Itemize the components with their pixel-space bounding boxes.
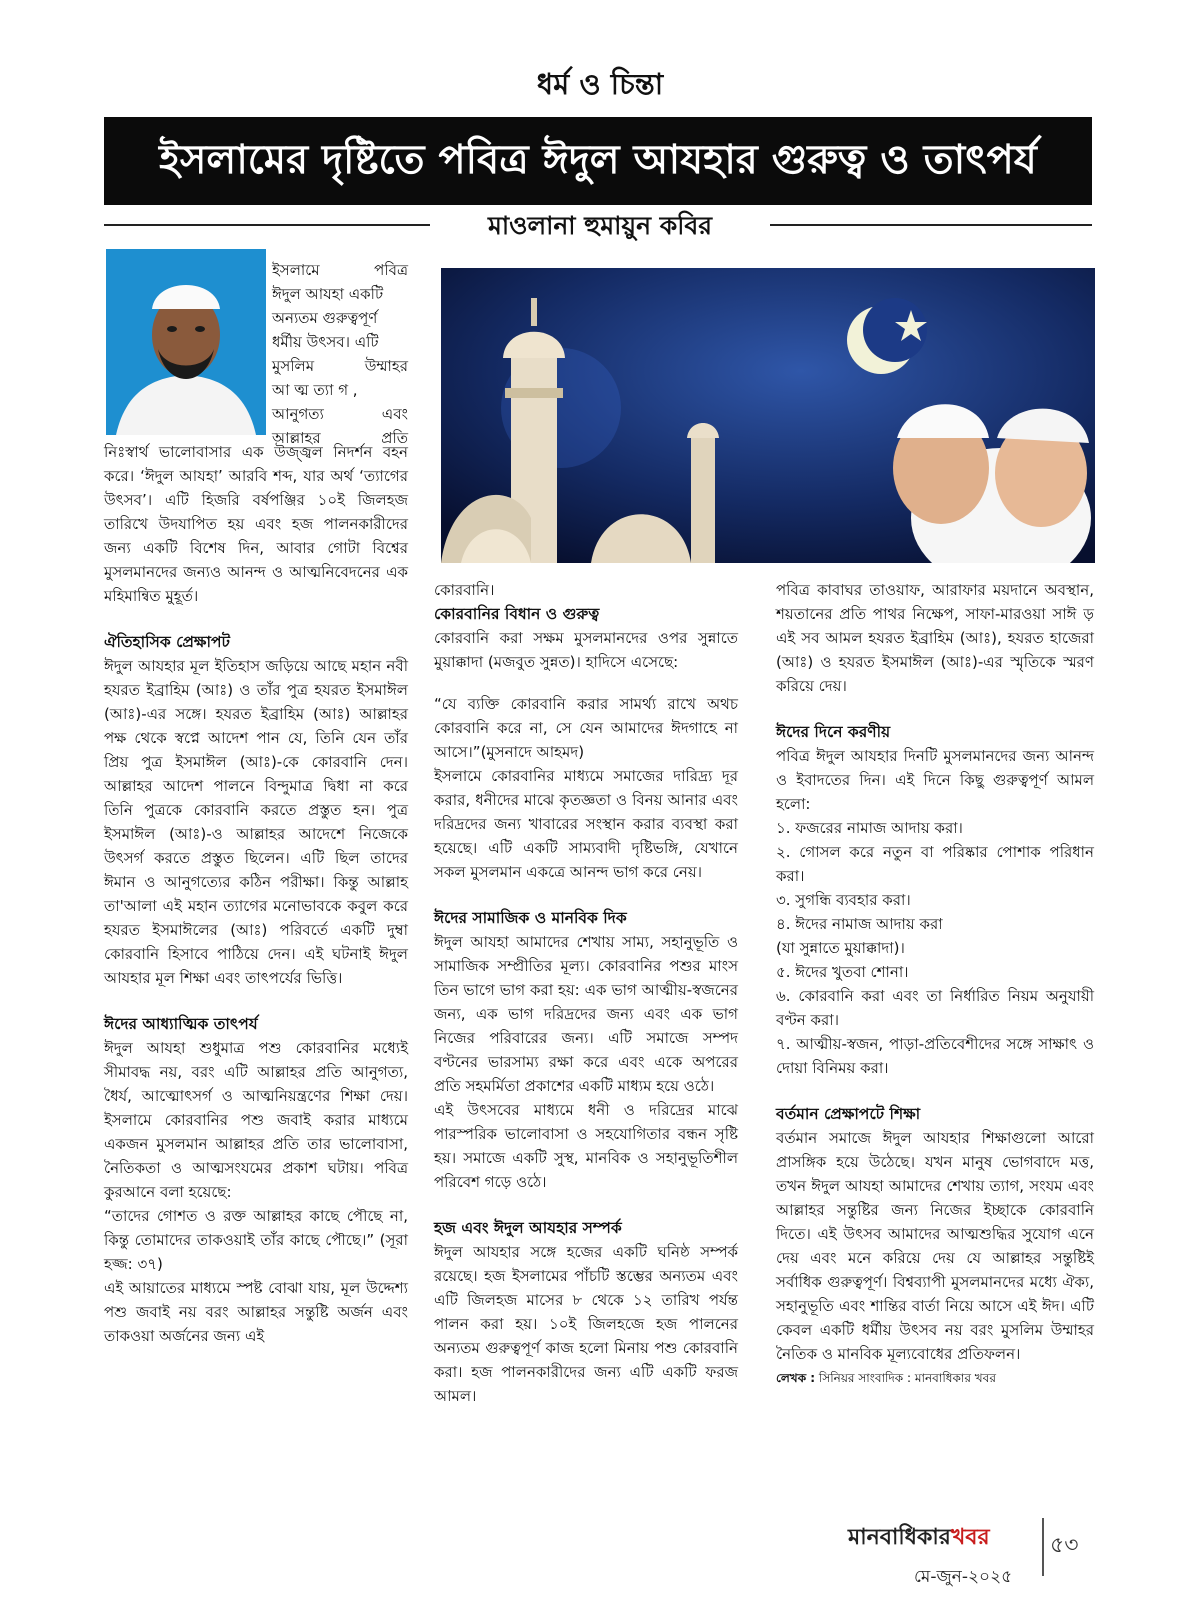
paragraph: বর্তমান সমাজে ঈদুল আযহার শিক্ষাগুলো আরো প্রাসঙ্গিক হয়ে উঠেছে। যখন মানুষ ভোগবাদে মত্ত, তখন ঈদুল আযহা আমাদের শেখায় ত্যাগ, সংযম এবং আল্লাহর সন্তুষ্টির জন্য নিজের ইচ্ছাকে কোরবানি দিতে। এই উৎসব আমাদের আত্মশুদ্ধির সুযোগ এনে দেয় এবং মনে করিয়ে দেয় যে আল্লাহর সন্তুষ্টিই সর্বাধিক গুরুত্বপূর্ণ। বিশ্বব্যাপী মুসলমানদের মধ্যে ঐক্য, সহানুভূতি এবং শান্তির বার্তা নিয়ে আসে এই ঈদ। এটি কেবল একটি ধর্মীয় উৎসব নয় বরং মুসলিম উম্মাহর নৈতিক ও মানবিক মূল্যবোধের প্রতিফলন। <box>776 1129 1094 1363</box>
intro-line: ধর্মীয় উৎসব। এটি <box>272 333 379 351</box>
paragraph: ঈদুল আযহা শুধুমাত্র পশু কোরবানির মধ্যেই সীমাবদ্ধ নয়, বরং এটি আল্লাহর প্রতি আনুগত্য, ধৈর্য, আত্মোৎসর্গ ও আত্মনিয়ন্ত্রণের শিক্ষা দেয়। ইসলামে কোরবানির পশু জবাই করার মাধ্যমে একজন মুসলমান আল্লাহর প্রতি তার ভালোবাসা, নৈতিকতা ও আত্মসংযমের প্রকাশ ঘটায়। পবিত্র কুরআনে বলা হয়েছে: <box>104 1039 408 1201</box>
list-item: ১. ফজরের নামাজ আদায় করা। <box>776 819 963 837</box>
issue-date: মে-জুন-২০২৫ <box>914 1567 1013 1587</box>
author-note <box>776 1366 1094 1390</box>
paragraph: পবিত্র ঈদুল আযহার দিনটি মুসলমানদের জন্য আনন্দ ও ইবাদতের দিন। এই দিনে কিছু গুরুত্বপূর্ণ আমল হলো: <box>776 747 1094 813</box>
intro-line: আ ত্ম ত্যা গ , <box>272 381 358 399</box>
paragraph: ঈদুল আযহা আমাদের শেখায় সাম্য, সহানুভূতি ও সামাজিক সম্প্রীতির মূল্য। কোরবানির পশুর মাংস তিন ভাগে ভাগ করা হয়: এক ভাগ আত্মীয়-স্বজনের জন্য, এক ভাগ দরিদ্রদের জন্য এবং এক ভাগ নিজের পরিবারের জন্য। এটি সমাজে সম্পদ বণ্টনের ভারসাম্য রক্ষা করে এবং একে অপরের প্রতি সহমর্মিতা প্রকাশের একটি মাধ্যম হয়ে ওঠে। <box>434 933 738 1095</box>
intro-line: ঈদুল আযহা একটি <box>272 285 384 303</box>
magazine-logo <box>848 1520 1028 1550</box>
intro-line: মুসলিম উম্মাহর <box>272 357 408 375</box>
byline-rule-left <box>104 224 434 226</box>
author-note-text: সিনিয়র সাংবাদিক : মানবাধিকার খবর <box>818 1371 996 1385</box>
list-item: (যা সুন্নাতে মুয়াক্কাদা)। <box>776 939 905 957</box>
page-number-divider <box>1042 1518 1044 1576</box>
intro-side-text <box>272 258 408 450</box>
page-number: ৫৩ <box>1050 1533 1079 1558</box>
section-heading: বর্তমান প্রেক্ষাপটে শিক্ষা <box>776 1105 921 1123</box>
logo-text: মানবাধিকার <box>848 1525 951 1550</box>
paragraph: ইসলামে কোরবানির মাধ্যমে সমাজের দারিদ্র্য দূর করার, ধনীদের মাঝে কৃতজ্ঞতা ও বিনয় আনার এবং দরিদ্রদের জন্য খাবারের সংস্থান করার ব্যবস্থা করা হয়েছে। এটি একটি সাম্যবাদী দৃষ্টিভঙ্গি, যেখানে সকল মুসলমান একত্রে আনন্দ ভাগ করে নেয়। <box>434 767 738 881</box>
paragraph: নিঃস্বার্থ ভালোবাসার এক উজ্জ্বল নিদর্শন বহন করে। ‘ঈদুল আযহা’ আরবি শব্দ, যার অর্থ ‘ত্যাগের উৎসব’। এটি হিজরি বর্ষপঞ্জির ১০ই জিলহজ তারিখে উদযাপিত হয় এবং হজ পালনকারীদের জন্য একটি বিশেষ দিন, আবার গোটা বিশ্বের মুসলমানদের জন্যও আনন্দ ও আত্মনিবেদনের এক মহিমান্বিত মুহূর্ত। <box>104 443 408 605</box>
portrait-illustration <box>106 249 266 435</box>
paragraph: এই উৎসবের মাধ্যমে ধনী ও দরিদ্রের মাঝে পারস্পরিক ভালোবাসা ও সহযোগিতার বন্ধন সৃষ্টি হয়। সমাজে একটি সুস্থ, মানবিক ও সহানুভূতিশীল পরিবেশ গড়ে ওঠে। <box>434 1101 738 1191</box>
list-item: ৩. সুগন্ধি ব্যবহার করা। <box>776 891 911 909</box>
section-heading: ঈদের আধ্যাত্মিক তাৎপর্য <box>104 1015 258 1033</box>
author-portrait <box>106 249 266 435</box>
intro-line: আল্লাহর প্রতি <box>272 429 408 447</box>
byline-rule-right <box>766 224 1092 226</box>
list-item: ৬. কোরবানি করা এবং তা নির্ধারিত নিয়ম অনুযায়ী বণ্টন করা। <box>776 987 1094 1029</box>
section-heading: ঈদের সামাজিক ও মানবিক দিক <box>434 909 627 927</box>
column-2 <box>434 578 738 1408</box>
section-heading: ঐতিহাসিক প্রেক্ষাপট <box>104 633 230 651</box>
list-item: ৭. আত্মীয়-স্বজন, পাড়া-প্রতিবেশীদের সঙ্গে সাক্ষাৎ ও দোয়া বিনিময় করা। <box>776 1035 1094 1077</box>
author-note-label: লেখক : <box>776 1371 816 1385</box>
section-heading: কোরবানির বিধান ও গুরুত্ব <box>434 605 600 623</box>
paragraph: ঈদুল আযহার সঙ্গে হজের একটি ঘনিষ্ঠ সম্পর্ক রয়েছে। হজ ইসলামের পাঁচটি স্তম্ভের অন্যতম এবং এটি জিলহজ মাসের ৮ থেকে ১২ তারিখ পর্যন্ত পালন করা হয়। ১০ই জিলহজে হজ পালনের অন্যতম গুরুত্বপূর্ণ কাজ হলো মিনায় পশু কোরবানি করা। হজ পালনকারীদের জন্য এটি একটি ফরজ আমল। <box>434 1243 738 1405</box>
intro-line: আনুগত্য এবং <box>272 405 408 423</box>
quote: “তাদের গোশত ও রক্ত আল্লাহর কাছে পৌছে না, কিন্তু তোমাদের তাকওয়াই তাঁর কাছে পৌছে।” (সূরা হজ্জ: ৩৭) <box>104 1207 408 1273</box>
list-item: ৫. ঈদের খুতবা শোনা। <box>776 963 909 981</box>
column-3 <box>776 578 1094 1390</box>
list-item: ৪. ঈদের নামাজ আদায় করা <box>776 915 943 933</box>
author-byline: মাওলানা হুমায়ুন কবির <box>430 206 770 249</box>
logo-accent-text: খবর <box>950 1525 990 1550</box>
section-label: ধর্ম ও চিন্তা <box>536 67 664 101</box>
paragraph: পবিত্র কাবাঘর তাওয়াফ, আরাফার ময়দানে অবস্থান, শয়তানের প্রতি পাথর নিক্ষেপ, সাফা-মারওয়া সাঈ ড় এই সব আমল হযরত ইব্রাহিম (আঃ), হযরত হাজেরা (আঃ) ও হযরত ইসমাঈল (আঃ)-এর স্মৃতিকে স্মরণ করিয়ে দেয়। <box>776 581 1094 695</box>
paragraph: কোরবানি। <box>434 581 495 599</box>
paragraph: কোরবানি করা সক্ষম মুসলমানদের ওপর সুন্নাতে মুয়াক্কাদা (মজবুত সুন্নত)। হাদিসে এসেছে: <box>434 629 738 671</box>
spacer <box>434 674 738 692</box>
intro-line: অন্যতম গুরুত্বপূর্ণ <box>272 309 378 327</box>
column-1 <box>104 440 408 1348</box>
quote: “যে ব্যক্তি কোরবানি করার সামর্থ্য রাখে অথচ কোরবানি করে না, সে যেন আমাদের ঈদগাহে না আসে।”(মুসনাদে আহমদ) <box>434 695 738 761</box>
section-heading: হজ এবং ঈদুল আযহার সম্পর্ক <box>434 1219 622 1237</box>
list-item: ২. গোসল করে নতুন বা পরিষ্কার পোশাক পরিধান করা। <box>776 843 1094 885</box>
paragraph: ঈদুল আযহার মূল ইতিহাস জড়িয়ে আছে মহান নবী হযরত ইব্রাহিম (আঃ) ও তাঁর পুত্র হযরত ইসমাঈল (আঃ)-এর সঙ্গে। হযরত ইব্রাহিম (আঃ) আল্লাহর পক্ষ থেকে স্বপ্নে আদেশ পান যে, তিনি যেন তাঁর প্রিয় পুত্র ইসমাঈল (আঃ)-কে কোরবানি দেন। আল্লাহর আদেশ পালনে বিন্দুমাত্র দ্বিধা না করে তিনি পুত্রকে কোরবানি করতে প্রস্তুত হন। পুত্র ইসমাঈল (আঃ)-ও আল্লাহর আদেশে নিজেকে উৎসর্গ করতে প্রস্তুত ছিলেন। এটি ছিল তাদের ঈমান ও আনুগত্যের কঠিন পরীক্ষা। কিন্তু আল্লাহ তা'আলা এই মহান ত্যাগের মনোভাবকে কবুল করে হযরত ইসমাঈলের (আঃ) পরিবর্তে একটি দুম্বা কোরবানি হিসাবে পাঠিয়ে দেন। এই ঘটনাই ঈদুল আযহার মূল শিক্ষা এবং তাৎপর্যের ভিত্তি। <box>104 657 408 987</box>
section-heading: ঈদের দিনে করণীয় <box>776 723 891 741</box>
intro-line: ইসলামে পবিত্র <box>272 261 408 279</box>
paragraph: এই আয়াতের মাধ্যমে স্পষ্ট বোঝা যায়, মূল উদ্দেশ্য পশু জবাই নয় বরং আল্লাহর সন্তুষ্টি অর্জন এবং তাকওয়া অর্জনের জন্য এই <box>104 1279 408 1345</box>
article-title: ইসলামের দৃষ্টিতে পবিত্র ঈদুল আযহার গুরুত্ব ও তাৎপর্য <box>104 117 1092 205</box>
eid-banner-image <box>441 268 1095 563</box>
mosque-moon-illustration <box>441 268 1095 563</box>
